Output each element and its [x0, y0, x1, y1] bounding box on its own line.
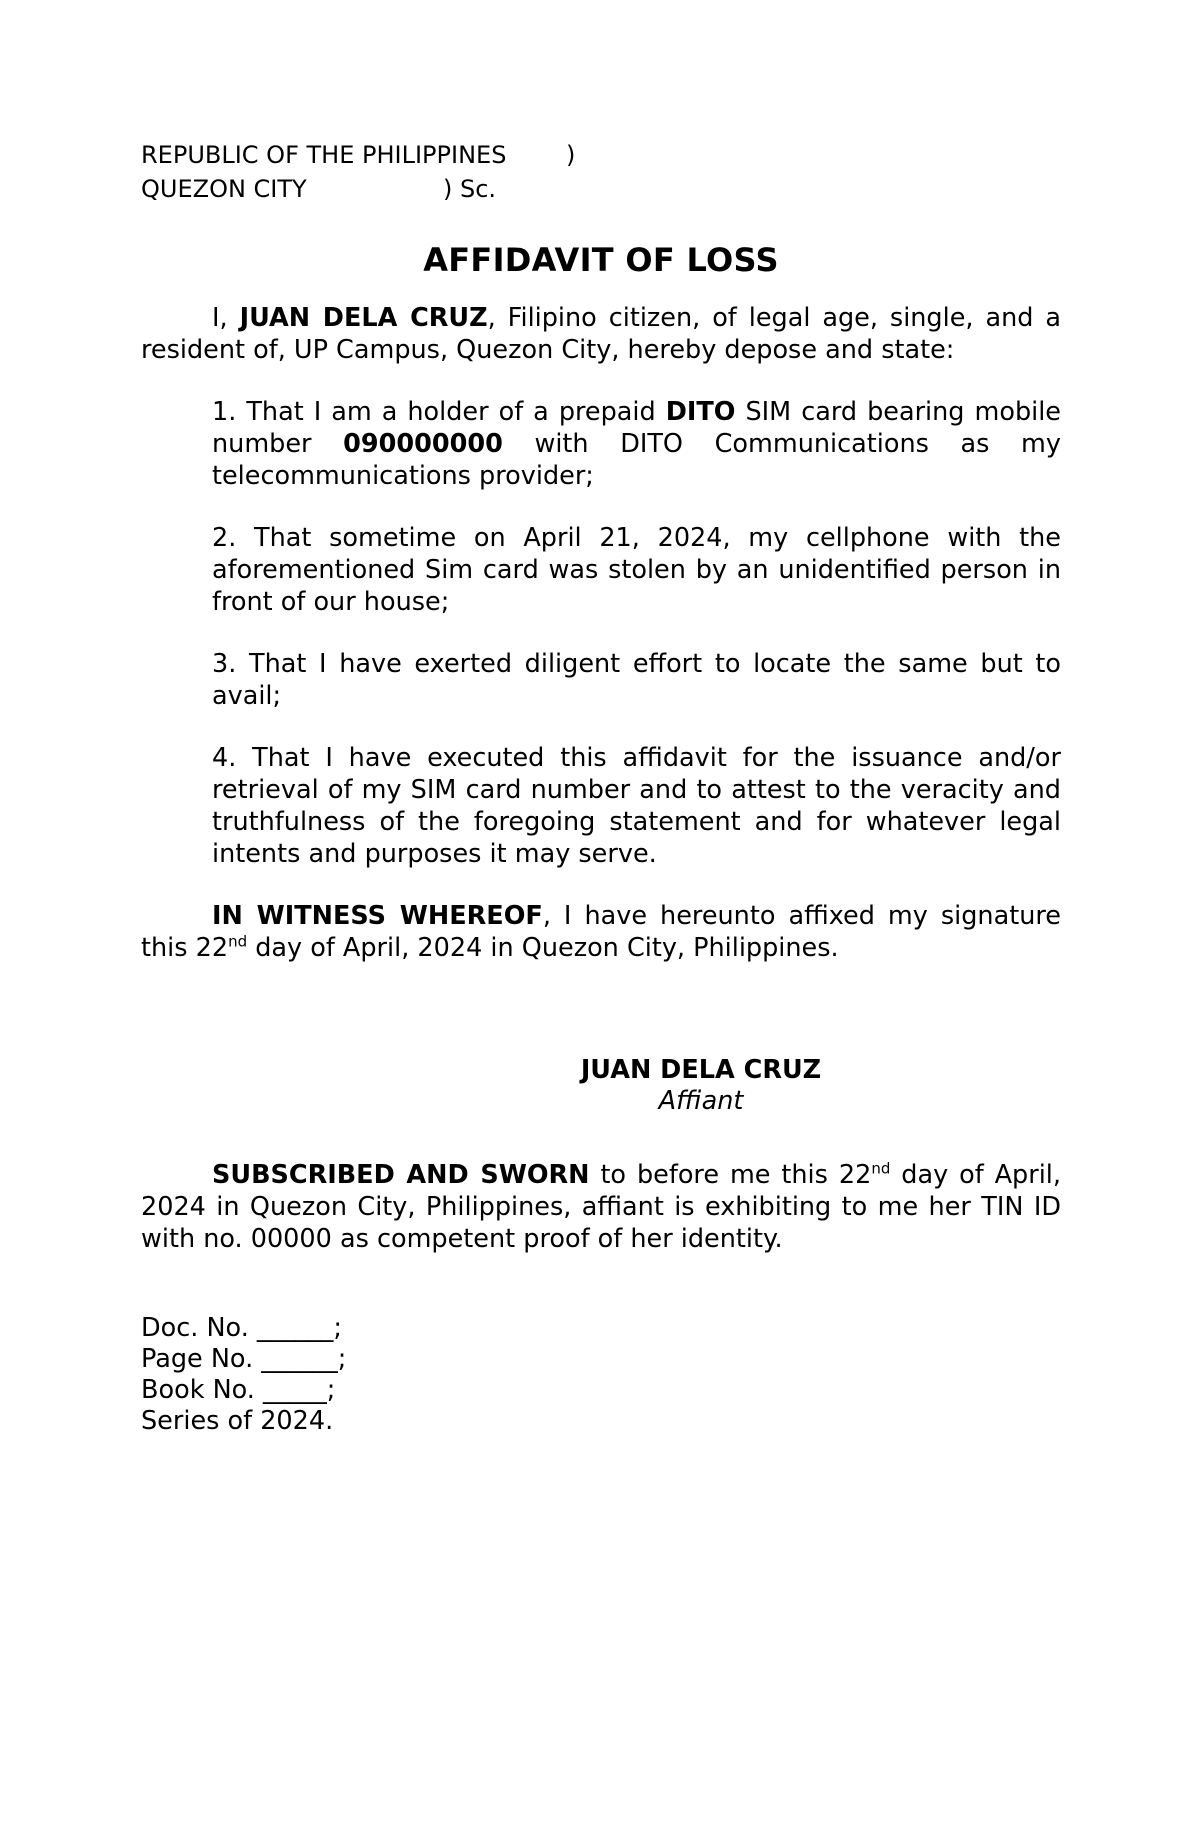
venue-country-paren: ): [566, 141, 576, 169]
item-1-post: with DITO Communications as my telecommunications provider;: [212, 429, 1061, 491]
item-1-mid: SIM card bearing mobile number: [212, 397, 1061, 459]
venue-city-row: [141, 172, 1061, 206]
venue-city: QUEZON CITY: [141, 175, 307, 203]
page-number: Page No. ______;: [141, 1344, 347, 1374]
jurat-post: day of April, 2024 in Quezon City, Philippines, affiant is exhibiting to me her TIN ID with no. 00000 as competent proof of her identity.: [141, 1160, 1061, 1254]
item-1-carrier: DITO: [665, 397, 736, 427]
affidavit-document: [141, 138, 1061, 1437]
witness-ordinal: nd: [228, 932, 248, 951]
signature-block: [561, 1055, 841, 1117]
doc-number: Doc. No. ______;: [141, 1313, 342, 1343]
venue-block: [141, 138, 1061, 206]
intro-post: , Filipino citizen, of legal age, single, and a resident of, UP Campus, Quezon City, hereby depose and state:: [141, 303, 1061, 365]
statement-item-2: 2. That sometime on April 21, 2024, my cellphone with the aforementioned Sim card was stolen by an unidentified person in front of our house;: [212, 523, 1061, 617]
venue-country-row: [141, 138, 1061, 172]
witness-paragraph: [141, 900, 1061, 964]
statement-item-3: 3. That I have exerted diligent effort to locate the same but to avail;: [212, 649, 1061, 711]
item-1-number: 090000000: [343, 429, 503, 459]
jurat-ordinal: nd: [871, 1159, 891, 1178]
statement-item-1: [212, 396, 1061, 492]
item-1-pre: 1. That I am a holder of a prepaid: [212, 397, 666, 427]
witness-post: day of April, 2024 in Quezon City, Philippines.: [247, 933, 839, 963]
notarial-register: [141, 1313, 1061, 1437]
signature-role: Affiant: [658, 1086, 744, 1116]
venue-city-paren: ) Sc.: [443, 175, 497, 203]
statement-item-4: 4. That I have executed this affidavit for the issuance and/or retrieval of my SIM card number and to attest to the veracity and truthfulness of the foregoing statement and for whatever legal intents and purposes it may serve.: [212, 743, 1061, 869]
witness-pre: , I have hereunto affixed my signature this 22: [141, 901, 1061, 963]
witness-heading: IN WITNESS WHEREOF: [212, 901, 543, 931]
document-title: AFFIDAVIT OF LOSS: [423, 241, 779, 279]
series-year: Series of 2024.: [141, 1406, 334, 1436]
venue-country: REPUBLIC OF THE PHILIPPINES: [141, 141, 507, 169]
intro-pre: I,: [212, 303, 240, 333]
intro-paragraph: [141, 302, 1061, 366]
affiant-name: JUAN DELA CRUZ: [239, 303, 488, 333]
book-number: Book No. _____;: [141, 1375, 336, 1405]
jurat-paragraph: [141, 1159, 1061, 1255]
signature-name: JUAN DELA CRUZ: [580, 1055, 822, 1085]
jurat-pre: to before me this 22: [589, 1160, 872, 1190]
jurat-heading: SUBSCRIBED AND SWORN: [212, 1160, 590, 1190]
